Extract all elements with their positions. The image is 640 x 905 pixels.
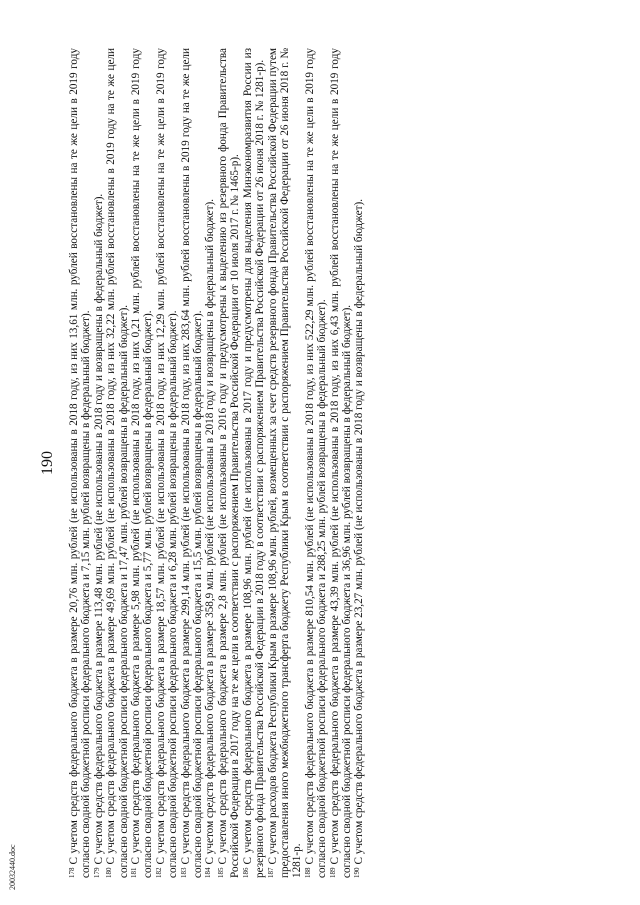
footnote-text: С учетом средств федерального бюджета в размере 113,48 млн. рублей (не использованы в 2018 году и возвращены в федеральный бюджет). [92,193,105,865]
footnote [93,48,105,878]
footnote-number: 179 [92,867,101,878]
footnote [217,48,242,878]
footnote [155,48,180,878]
footnote-number: 187 [266,867,275,878]
footnote-number: 188 [303,867,312,878]
footnote [105,48,130,878]
footnote-number: 180 [105,867,114,878]
footnote-number: 186 [241,867,250,878]
footnote-text: С учетом расходов бюджета Республики Крым в размере 108,96 млн. рублей, возмещенных за счет средств резервного фонда Правительства Российской Федерации путем предоставления иного межбюджетного трансферта бюджету Республики Крым в соответствии с распоряжением Правительства Российской Федерации от 26 июня 2018 г. № 1281-р. [266,48,304,878]
footnote [130,48,155,878]
footnote [242,48,267,878]
footnote-number: 181 [130,867,139,878]
footnote [267,48,304,878]
footnote-text: С учетом средств федерального бюджета в размере 299,14 млн. рублей (не использованы в 2018 году, из них 283,64 млн. рублей восстановлены в 2019 году на те же цели согласно сводной бюджетной росписи федерального бюджета и 15,5 млн. рублей возвращены в федеральный бюджет). [179,48,205,878]
footnote-text: С учетом средств федерального бюджета в размере 358,9 млн. рублей (не использованы в 2018 году и возвращены в федеральный бюджет). [204,198,217,865]
footnote-text: С учетом средств федерального бюджета в размере 108,96 млн. рублей (не использованы в 2017 году и предусмотрены для выделения Минэкономразвития России из резервного фонда Правительства Российской Федерации в 2018 году в соответствии с распоряжением Правительства Российской Федерации от 26 июня 2018 г. № 1281-р). [241,48,267,878]
footnote [329,48,354,878]
footnote-text: С учетом средств федерального бюджета в размере 18,57 млн. рублей (не использованы в 2018 году, из них 12,29 млн. рублей восстановлены на те же цели в 2019 году согласно сводной бюджетной росписи федерального бюджета и 6,28 млн. рублей возвращены в федеральный бюджет). [154,48,180,878]
footnotes-list [68,48,366,878]
footnote [68,48,93,878]
footnote-text: С учетом средств федерального бюджета в размере 20,76 млн. рублей (не использованы в 2018 году, из них 13,61 млн. рублей восстановлены на те же цели в 2019 году согласно сводной бюджетной росписи федерального бюджета и 7,15 млн. рублей возвращены в федеральный бюджет). [68,48,93,878]
footnote-text: С учетом средств федерального бюджета в размере 2,8 млн. рублей (не использованы в 2016 году и предусмотрены к выделению из резервного фонда Правительства Российской Федерации в 2017 году на те же цели в соответствии с распоряжением Правительства Российской Федерации от 10 июля 2017 г. № 1465-р). [216,48,242,878]
rotated-page [38,48,478,878]
footnote-number: 190 [353,867,362,878]
footnote [180,48,205,878]
footnote [204,48,216,878]
footnote-text: С учетом средств федерального бюджета в размере 23,27 млн. рублей (не использованы в 2018 году и возвращены в федеральный бюджет). [353,198,366,865]
footnote-number: 182 [154,867,163,878]
footnote-number: 178 [68,867,76,878]
file-name-label: 20032440.doc [8,844,17,890]
footnote-number: 185 [216,867,225,878]
footnote-number: 184 [204,867,213,878]
footnote [304,48,329,878]
footnote-text: С учетом средств федерального бюджета в размере 49,69 млн. рублей (не использованы в 2018 году, из них 32,22 млн. рублей восстановлены в 2019 году на те же цели согласно сводной бюджетной росписи федерального бюджета и 17,47 млн. рублей возвращены в федеральный бюджет). [105,48,130,878]
footnote-text: С учетом средств федерального бюджета в размере 810,54 млн. рублей (не использованы в 2018 году, из них 522,29 млн. рублей восстановлены на те же цели в 2019 году согласно сводной бюджетной росписи федерального бюджета и 288,25 млн. рублей возвращены в федеральный бюджет). [303,48,329,878]
footnote-text: С учетом средств федерального бюджета в размере 43,39 млн. рублей (не использованы в 2018 году, из них 6,43 млн. рублей восстановлены на те же цели в 2019 году согласно сводной бюджетной росписи федерального бюджета и 36,96 млн. рублей возвращены в федеральный бюджет). [328,48,353,878]
footnote-text: С учетом средств федерального бюджета в размере 5,98 млн. рублей (не использованы в 2018 году, из них 0,21 млн. рублей восстановлены на те же цели в 2019 году согласно сводной бюджетной росписи федерального бюджета и 5,77 млн. рублей возвращены в федеральный бюджет). [130,48,155,878]
footnote-number: 189 [328,867,337,878]
footnote-number: 183 [179,867,188,878]
footnote [353,48,365,878]
page-number: 190 [39,451,56,475]
